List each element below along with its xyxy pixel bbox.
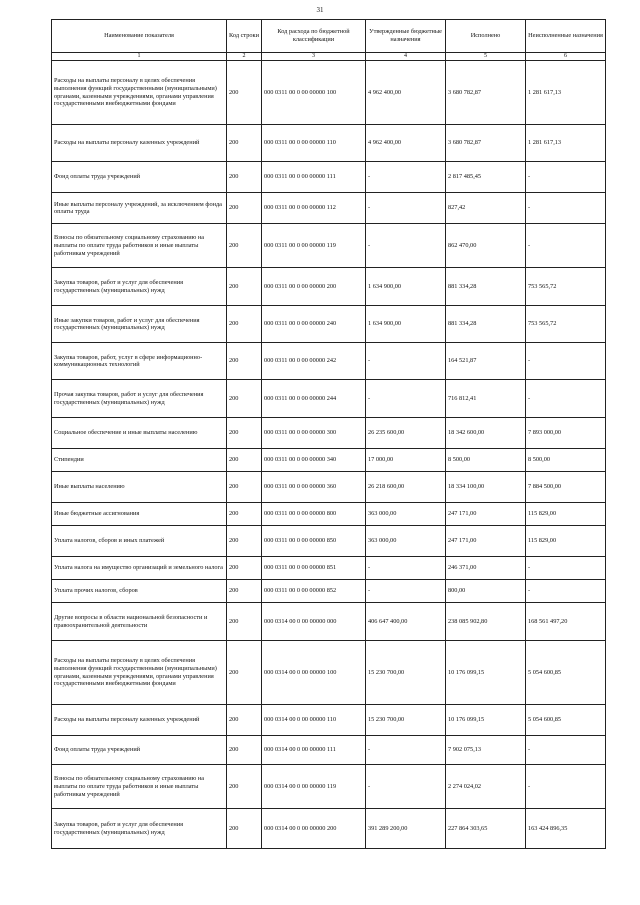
row-approved: 363 000,00 bbox=[366, 526, 446, 557]
row-executed: 18 334 100,00 bbox=[446, 472, 526, 503]
row-unexecuted: 753 565,72 bbox=[526, 268, 606, 306]
table-row bbox=[52, 736, 606, 765]
row-name: Фонд оплаты труда учреждений bbox=[52, 162, 227, 193]
row-executed: 881 334,28 bbox=[446, 306, 526, 343]
row-unexecuted: 168 561 497,20 bbox=[526, 603, 606, 641]
row-executed: 238 085 902,80 bbox=[446, 603, 526, 641]
row-budget-code: 000 0311 00 0 00 00000 111 bbox=[262, 162, 366, 193]
column-number: 5 bbox=[446, 53, 526, 61]
row-unexecuted: - bbox=[526, 343, 606, 380]
row-budget-code: 000 0314 00 0 00 00000 110 bbox=[262, 705, 366, 736]
row-unexecuted: - bbox=[526, 162, 606, 193]
row-approved: - bbox=[366, 380, 446, 418]
row-approved: 1 634 900,00 bbox=[366, 268, 446, 306]
table-row bbox=[52, 343, 606, 380]
row-line-code: 200 bbox=[227, 526, 262, 557]
row-budget-code: 000 0311 00 0 00 00000 112 bbox=[262, 193, 366, 224]
row-unexecuted: 163 424 896,35 bbox=[526, 809, 606, 849]
row-unexecuted: 1 281 617,13 bbox=[526, 61, 606, 125]
table-row bbox=[52, 809, 606, 849]
budget-execution-table bbox=[51, 19, 606, 849]
column-numbers-row bbox=[52, 53, 606, 61]
row-approved: - bbox=[366, 765, 446, 809]
row-unexecuted: 115 829,00 bbox=[526, 503, 606, 526]
row-name: Уплата налогов, сборов и иных платежей bbox=[52, 526, 227, 557]
row-budget-code: 000 0311 00 0 00 00000 851 bbox=[262, 557, 366, 580]
row-executed: 2 274 024,02 bbox=[446, 765, 526, 809]
header-name: Наименование показателя bbox=[52, 20, 227, 53]
row-budget-code: 000 0314 00 0 00 00000 111 bbox=[262, 736, 366, 765]
row-unexecuted: - bbox=[526, 580, 606, 603]
row-line-code: 200 bbox=[227, 268, 262, 306]
table-row bbox=[52, 705, 606, 736]
row-line-code: 200 bbox=[227, 61, 262, 125]
row-name: Прочая закупка товаров, работ и услуг для обеспечения государственных (муниципальных) нужд bbox=[52, 380, 227, 418]
row-budget-code: 000 0311 00 0 00 00000 340 bbox=[262, 449, 366, 472]
row-approved: 15 230 700,00 bbox=[366, 705, 446, 736]
header-line-code: Код строки bbox=[227, 20, 262, 53]
row-budget-code: 000 0311 00 0 00 00000 800 bbox=[262, 503, 366, 526]
header-executed: Исполнено bbox=[446, 20, 526, 53]
row-name: Закупка товаров, работ, услуг в сфере информационно-коммуникационных технологий bbox=[52, 343, 227, 380]
row-line-code: 200 bbox=[227, 125, 262, 162]
header-approved: Утвержденные бюджетные назначения bbox=[366, 20, 446, 53]
table-row bbox=[52, 61, 606, 125]
row-approved: 4 962 400,00 bbox=[366, 125, 446, 162]
row-executed: 227 864 303,65 bbox=[446, 809, 526, 849]
row-line-code: 200 bbox=[227, 449, 262, 472]
row-name: Расходы на выплаты персоналу казенных учреждений bbox=[52, 705, 227, 736]
row-executed: 881 334,28 bbox=[446, 268, 526, 306]
row-approved: 391 289 200,00 bbox=[366, 809, 446, 849]
row-budget-code: 000 0311 00 0 00 00000 850 bbox=[262, 526, 366, 557]
row-unexecuted: 753 565,72 bbox=[526, 306, 606, 343]
row-line-code: 200 bbox=[227, 580, 262, 603]
row-executed: 18 342 600,00 bbox=[446, 418, 526, 449]
row-approved: 363 000,00 bbox=[366, 503, 446, 526]
row-budget-code: 000 0311 00 0 00 00000 300 bbox=[262, 418, 366, 449]
row-name: Уплата прочих налогов, сборов bbox=[52, 580, 227, 603]
table-row bbox=[52, 162, 606, 193]
row-approved: 406 647 400,00 bbox=[366, 603, 446, 641]
table-header-row bbox=[52, 20, 606, 53]
header-unexecuted: Неисполненные назначения bbox=[526, 20, 606, 53]
row-line-code: 200 bbox=[227, 306, 262, 343]
row-line-code: 200 bbox=[227, 705, 262, 736]
row-name: Другие вопросы в области национальной безопасности и правоохранительной деятельности bbox=[52, 603, 227, 641]
row-budget-code: 000 0311 00 0 00 00000 242 bbox=[262, 343, 366, 380]
row-budget-code: 000 0311 00 0 00 00000 360 bbox=[262, 472, 366, 503]
row-line-code: 200 bbox=[227, 765, 262, 809]
column-number: 3 bbox=[262, 53, 366, 61]
row-name: Стипендии bbox=[52, 449, 227, 472]
row-line-code: 200 bbox=[227, 603, 262, 641]
row-budget-code: 000 0314 00 0 00 00000 100 bbox=[262, 641, 366, 705]
row-name: Иные закупки товаров, работ и услуг для обеспечения государственных (муниципальных) нужд bbox=[52, 306, 227, 343]
table-row bbox=[52, 557, 606, 580]
row-unexecuted: 115 829,00 bbox=[526, 526, 606, 557]
row-budget-code: 000 0311 00 0 00 00000 110 bbox=[262, 125, 366, 162]
row-unexecuted: - bbox=[526, 380, 606, 418]
row-approved: - bbox=[366, 580, 446, 603]
column-number: 6 bbox=[526, 53, 606, 61]
row-line-code: 200 bbox=[227, 193, 262, 224]
row-line-code: 200 bbox=[227, 809, 262, 849]
row-line-code: 200 bbox=[227, 503, 262, 526]
row-approved: - bbox=[366, 193, 446, 224]
row-approved: 1 634 900,00 bbox=[366, 306, 446, 343]
column-number: 1 bbox=[52, 53, 227, 61]
row-approved: 4 962 400,00 bbox=[366, 61, 446, 125]
row-budget-code: 000 0314 00 0 00 00000 119 bbox=[262, 765, 366, 809]
row-name: Фонд оплаты труда учреждений bbox=[52, 736, 227, 765]
table-row bbox=[52, 641, 606, 705]
row-line-code: 200 bbox=[227, 557, 262, 580]
row-name: Иные выплаты персоналу учреждений, за исключением фонда оплаты труда bbox=[52, 193, 227, 224]
row-executed: 827,42 bbox=[446, 193, 526, 224]
row-name: Взносы по обязательному социальному страхованию на выплаты по оплате труда работников и иные выплаты работникам учреждений bbox=[52, 224, 227, 268]
row-executed: 246 371,00 bbox=[446, 557, 526, 580]
row-name: Закупка товаров, работ и услуг для обеспечения государственных (муниципальных) нужд bbox=[52, 809, 227, 849]
row-line-code: 200 bbox=[227, 418, 262, 449]
row-approved: - bbox=[366, 224, 446, 268]
table-row bbox=[52, 306, 606, 343]
row-budget-code: 000 0314 00 0 00 00000 200 bbox=[262, 809, 366, 849]
row-approved: 26 235 600,00 bbox=[366, 418, 446, 449]
row-approved: 15 230 700,00 bbox=[366, 641, 446, 705]
table-row bbox=[52, 268, 606, 306]
row-approved: - bbox=[366, 162, 446, 193]
table-row bbox=[52, 765, 606, 809]
row-budget-code: 000 0311 00 0 00 00000 100 bbox=[262, 61, 366, 125]
row-approved: - bbox=[366, 557, 446, 580]
row-budget-code: 000 0311 00 0 00 00000 200 bbox=[262, 268, 366, 306]
table-row bbox=[52, 380, 606, 418]
row-executed: 10 176 099,15 bbox=[446, 705, 526, 736]
row-name: Иные выплаты населению bbox=[52, 472, 227, 503]
table-row bbox=[52, 603, 606, 641]
table-row bbox=[52, 193, 606, 224]
row-unexecuted: 5 054 600,85 bbox=[526, 705, 606, 736]
row-executed: 8 500,00 bbox=[446, 449, 526, 472]
table-row bbox=[52, 503, 606, 526]
row-executed: 800,00 bbox=[446, 580, 526, 603]
row-executed: 7 902 075,13 bbox=[446, 736, 526, 765]
row-line-code: 200 bbox=[227, 162, 262, 193]
row-approved: - bbox=[366, 343, 446, 380]
row-executed: 247 171,00 bbox=[446, 503, 526, 526]
column-number: 4 bbox=[366, 53, 446, 61]
row-unexecuted: 7 893 000,00 bbox=[526, 418, 606, 449]
row-executed: 862 470,00 bbox=[446, 224, 526, 268]
table-row bbox=[52, 418, 606, 449]
header-budget-code: Код расхода по бюджетной классификации bbox=[262, 20, 366, 53]
row-executed: 2 817 485,45 bbox=[446, 162, 526, 193]
row-line-code: 200 bbox=[227, 472, 262, 503]
row-unexecuted: - bbox=[526, 736, 606, 765]
row-approved: 17 000,00 bbox=[366, 449, 446, 472]
row-executed: 716 812,41 bbox=[446, 380, 526, 418]
row-unexecuted: - bbox=[526, 765, 606, 809]
row-executed: 10 176 099,15 bbox=[446, 641, 526, 705]
row-name: Уплата налога на имущество организаций и земельного налога bbox=[52, 557, 227, 580]
row-line-code: 200 bbox=[227, 736, 262, 765]
row-unexecuted: 5 054 600,85 bbox=[526, 641, 606, 705]
row-unexecuted: - bbox=[526, 224, 606, 268]
row-budget-code: 000 0311 00 0 00 00000 240 bbox=[262, 306, 366, 343]
row-name: Расходы на выплаты персоналу казенных учреждений bbox=[52, 125, 227, 162]
table-row bbox=[52, 449, 606, 472]
row-unexecuted: 1 281 617,13 bbox=[526, 125, 606, 162]
row-budget-code: 000 0311 00 0 00 00000 244 bbox=[262, 380, 366, 418]
row-approved: 26 218 600,00 bbox=[366, 472, 446, 503]
row-unexecuted: - bbox=[526, 557, 606, 580]
row-unexecuted: 7 884 500,00 bbox=[526, 472, 606, 503]
row-line-code: 200 bbox=[227, 224, 262, 268]
table-row bbox=[52, 472, 606, 503]
row-budget-code: 000 0314 00 0 00 00000 000 bbox=[262, 603, 366, 641]
row-unexecuted: 8 500,00 bbox=[526, 449, 606, 472]
table-row bbox=[52, 526, 606, 557]
page-number: 31 bbox=[316, 6, 324, 14]
row-line-code: 200 bbox=[227, 380, 262, 418]
table-row bbox=[52, 224, 606, 268]
row-executed: 3 680 782,87 bbox=[446, 61, 526, 125]
row-name: Закупка товаров, работ и услуг для обеспечения государственных (муниципальных) нужд bbox=[52, 268, 227, 306]
row-name: Социальное обеспечение и иные выплаты населению bbox=[52, 418, 227, 449]
table-row bbox=[52, 125, 606, 162]
row-name: Расходы на выплаты персоналу в целях обеспечения выполнения функций государственными (муниципальными) органами, казенными учреждениями, органами управления государственными внебюджетными фондами bbox=[52, 61, 227, 125]
row-name: Иные бюджетные ассигнования bbox=[52, 503, 227, 526]
row-budget-code: 000 0311 00 0 00 00000 119 bbox=[262, 224, 366, 268]
row-executed: 247 171,00 bbox=[446, 526, 526, 557]
row-line-code: 200 bbox=[227, 343, 262, 380]
column-number: 2 bbox=[227, 53, 262, 61]
row-line-code: 200 bbox=[227, 641, 262, 705]
row-budget-code: 000 0311 00 0 00 00000 852 bbox=[262, 580, 366, 603]
row-unexecuted: - bbox=[526, 193, 606, 224]
row-name: Расходы на выплаты персоналу в целях обеспечения выполнения функций государственными (муниципальными) органами, казенными учреждениями, органами управления государственными внебюджетными фондами bbox=[52, 641, 227, 705]
row-approved: - bbox=[366, 736, 446, 765]
table-row bbox=[52, 580, 606, 603]
row-executed: 164 521,87 bbox=[446, 343, 526, 380]
row-executed: 3 680 782,87 bbox=[446, 125, 526, 162]
row-name: Взносы по обязательному социальному страхованию на выплаты по оплате труда работников и иные выплаты работникам учреждений bbox=[52, 765, 227, 809]
